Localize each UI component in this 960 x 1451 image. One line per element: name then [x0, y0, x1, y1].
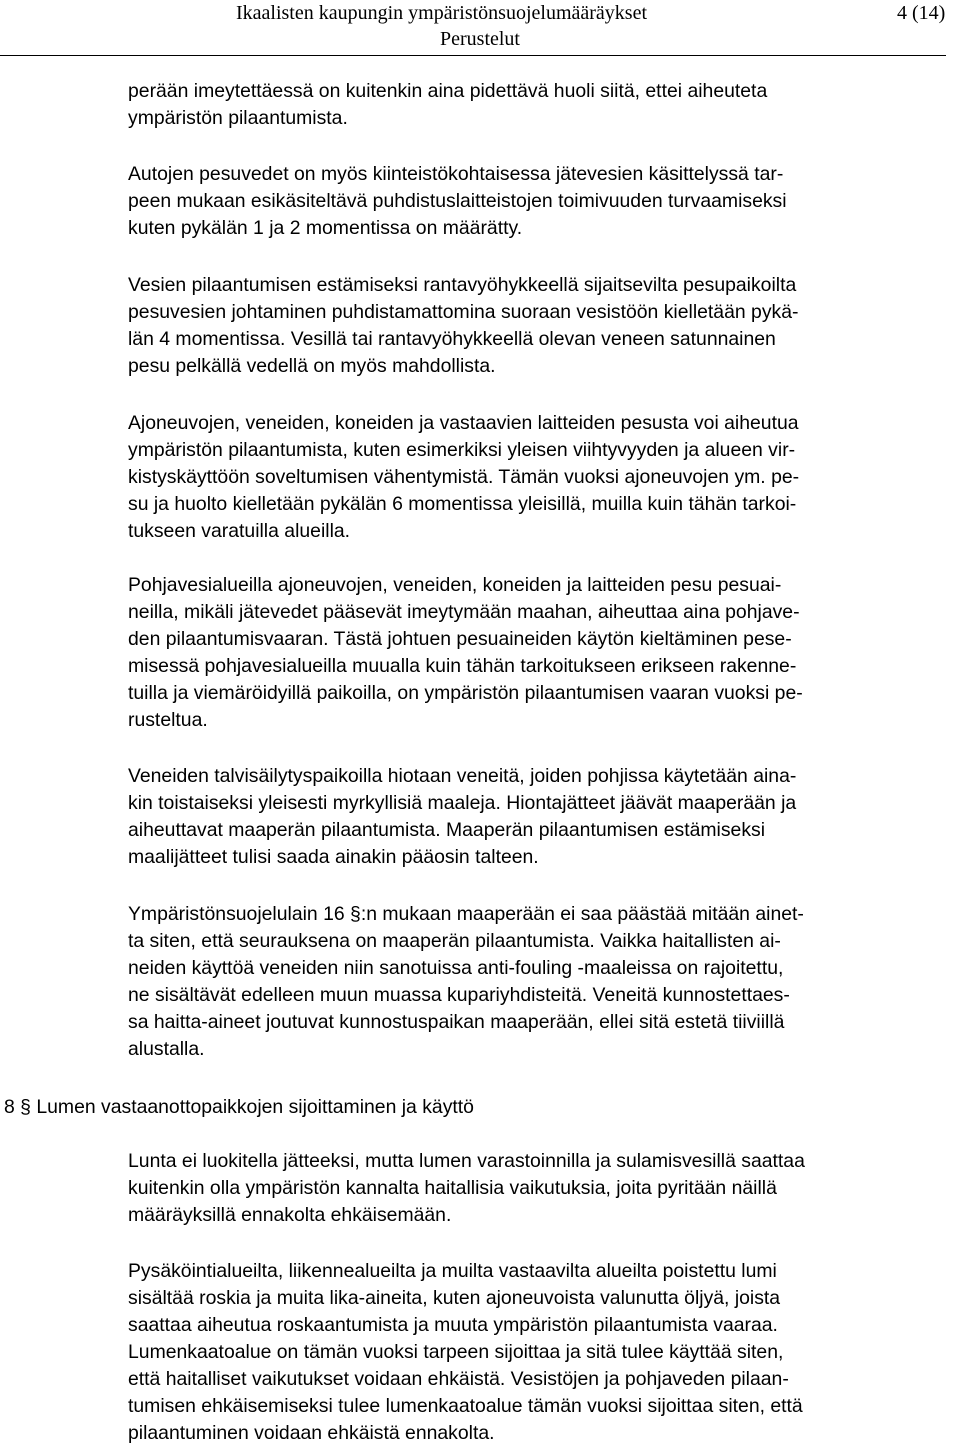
paragraph-line: kin toistaiseksi yleisesti myrkyllisiä maaleja. Hiontajätteet jäävät maaperään ja	[128, 792, 797, 814]
paragraph-line: Pohjavesialueilla ajoneuvojen, veneiden, koneiden ja laitteiden pesu pesuai-	[128, 574, 782, 596]
paragraph-line: pesu pelkällä vedellä on myös mahdollista.	[128, 355, 496, 377]
paragraph	[128, 78, 960, 132]
paragraph-line: neiden käyttöä veneiden niin sanotuissa anti-fouling -maaleissa on rajoitettu,	[128, 957, 784, 979]
paragraph-line: Lunta ei luokitella jätteeksi, mutta lumen varastoinnilla ja sulamisvesillä saattaa	[128, 1150, 805, 1172]
paragraph	[128, 1258, 960, 1447]
paragraph-line: neilla, mikäli jätevedet pääsevät imeytymään maahan, aiheuttaa aina pohjave-	[128, 601, 800, 623]
paragraph-line: Autojen pesuvedet on myös kiinteistökohtaisessa jätevesien käsittelyssä tar-	[128, 163, 784, 185]
paragraph	[128, 763, 960, 871]
section-subtitle: Perustelut	[440, 28, 520, 50]
paragraph	[128, 1148, 960, 1229]
paragraph-line: kuitenkin olla ympäristön kannalta haitallisia vaikutuksia, joita pyritään näillä	[128, 1177, 777, 1199]
paragraph-line: peen mukaan esikäsiteltävä puhdistuslaitteistojen toimivuuden turvaamiseksi	[128, 190, 787, 212]
paragraph-line: kistyskäyttöön soveltumisen vähentymistä. Tämän vuoksi ajoneuvojen ym. pe-	[128, 466, 800, 488]
paragraph-line: misessä pohjavesialueilla muualla kuin tähän tarkoitukseen erikseen rakenne-	[128, 655, 797, 677]
paragraph	[128, 161, 960, 242]
paragraph-line: tuilla ja viemäröidyillä paikoilla, on ympäristön pilaantumisen vaaran vuoksi pe-	[128, 682, 803, 704]
paragraph-line: tumisen ehkäisemiseksi tulee lumenkaatoalue tämän vuoksi sijoittaa siten, että	[128, 1395, 803, 1417]
paragraph-line: kuten pykälän 1 ja 2 momentissa on määrätty.	[128, 217, 523, 239]
page-header	[0, 0, 960, 60]
paragraph-line: tukseen varatuilla alueilla.	[128, 520, 351, 542]
paragraph-line: sisältää roskia ja muita lika-aineita, kuten ajoneuvoista valunutta öljyä, joista	[128, 1287, 781, 1309]
paragraph	[128, 410, 960, 545]
paragraph-line: ta siten, että seurauksena on maaperän pilaantumista. Vaikka haitallisten ai-	[128, 930, 781, 952]
document-title: Ikaalisten kaupungin ympäristönsuojelumääräykset	[236, 2, 648, 24]
paragraph-line: Veneiden talvisäilytyspaikoilla hiotaan veneitä, joiden pohjissa käytetään aina-	[128, 765, 797, 787]
paragraph	[128, 901, 960, 1063]
paragraph-line: pesuvesien johtaminen puhdistamattomina suoraan vesistöön kielletään pykä-	[128, 301, 799, 323]
paragraph-line: aiheuttavat maaperän pilaantumista. Maaperän pilaantumisen estämiseksi	[128, 819, 766, 841]
paragraph-line: että haitalliset vaikutukset voidaan ehkäistä. Vesistöjen ja pohjaveden pilaan-	[128, 1368, 789, 1390]
paragraph-line: määräyksillä ennakolta ehkäisemään.	[128, 1204, 452, 1226]
page-number: 4 (14)	[897, 2, 946, 24]
paragraph-line: sa haitta-aineet joutuvat kunnostuspaikan maaperään, ellei sitä estetä tiiviillä	[128, 1011, 785, 1033]
paragraph-line: Pysäköintialueilta, liikennealueilta ja muilta vastaavilta alueilta poistettu lumi	[128, 1260, 777, 1282]
section-heading: 8 § Lumen vastaanottopaikkojen sijoittaminen ja käyttö	[4, 1096, 474, 1118]
paragraph-line: län 4 momentissa. Vesillä tai rantavyöhykkeellä olevan veneen satunnainen	[128, 328, 776, 350]
paragraph-line: rusteltua.	[128, 709, 208, 731]
paragraph-line: ne sisältävät edelleen muun muassa kupariyhdisteitä. Veneitä kunnostettaes-	[128, 984, 790, 1006]
paragraph-line: ympäristön pilaantumista, kuten esimerkiksi yleisen viihtyvyyden ja alueen vir-	[128, 439, 796, 461]
paragraph-line: Ympäristönsuojelulain 16 §:n mukaan maaperään ei saa päästää mitään ainet-	[128, 903, 804, 925]
paragraph-line: su ja huolto kielletään pykälän 6 momentissa yleisillä, muilla kuin tähän tarkoi-	[128, 493, 797, 515]
paragraph-line: saattaa aiheutua roskaantumista ja muuta ympäristön pilaantumista vaaraa.	[128, 1314, 778, 1336]
paragraph	[128, 572, 960, 734]
paragraph-line: maalijätteet tulisi saada ainakin pääosin talteen.	[128, 846, 539, 868]
paragraph-line: perään imeytettäessä on kuitenkin aina pidettävä huoli siitä, ettei aiheuteta	[128, 80, 768, 102]
paragraph-line: Vesien pilaantumisen estämiseksi rantavyöhykkeellä sijaitsevilta pesupaikoilta	[128, 274, 797, 296]
paragraph-line: pilaantuminen voidaan ehkäistä ennakolta.	[128, 1422, 495, 1444]
paragraph	[128, 272, 960, 380]
paragraph-line: Lumenkaatoalue on tämän vuoksi tarpeen sijoittaa ja sitä tulee käyttää siten,	[128, 1341, 784, 1363]
paragraph-line: ympäristön pilaantumista.	[128, 107, 348, 129]
header-divider	[0, 55, 946, 56]
paragraph-line: Ajoneuvojen, veneiden, koneiden ja vastaavien laitteiden pesusta voi aiheutua	[128, 412, 799, 434]
paragraph-line: den pilaantumisvaaran. Tästä johtuen pesuaineiden käytön kieltäminen pese-	[128, 628, 792, 650]
paragraph-line: alustalla.	[128, 1038, 205, 1060]
